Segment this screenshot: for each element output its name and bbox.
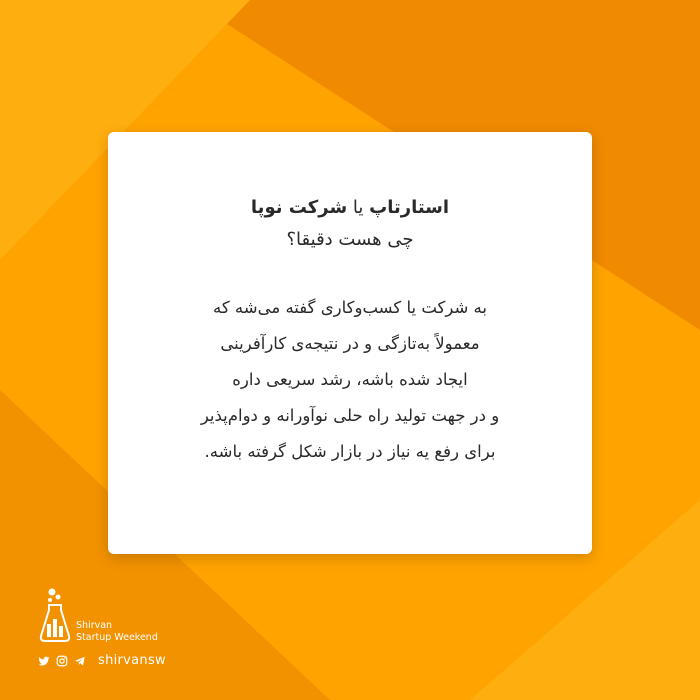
title-startup: استارتاپ (369, 197, 450, 218)
social-bar (38, 653, 166, 668)
title-connector: یا (347, 197, 370, 218)
body-line-5: برای رفع یه نیاز در بازار شکل گرفته باشه. (204, 442, 496, 461)
body-line-3: ایجاد شده باشه، رشد سریعی داره (232, 370, 468, 389)
social-handle: shirvansw (98, 653, 166, 668)
info-card (108, 132, 592, 554)
brand-name (76, 620, 158, 644)
body-line-4: و در جهت تولید راه حلی نوآورانه و دوام‌پذیر (200, 406, 500, 425)
brand-name-line1: Shirvan (76, 620, 113, 631)
flask-logo-icon (36, 588, 74, 644)
brand-logo (36, 588, 74, 648)
card-title (136, 192, 564, 224)
twitter-icon[interactable] (38, 655, 50, 667)
body-line-2: معمولاً به‌تازگی و در نتیجه‌ی کارآفرینی (220, 334, 480, 353)
card-content (136, 192, 564, 470)
brand-name-line2: Startup Weekend (76, 632, 158, 643)
telegram-icon[interactable] (74, 655, 86, 667)
body-line-1: به شرکت یا کسب‌وکاری گفته می‌شه که (212, 298, 487, 317)
title-company: شرکت نوپا (250, 197, 348, 218)
card-subtitle: چی هست دقیقا؟ (286, 229, 414, 250)
instagram-icon[interactable] (56, 655, 68, 667)
